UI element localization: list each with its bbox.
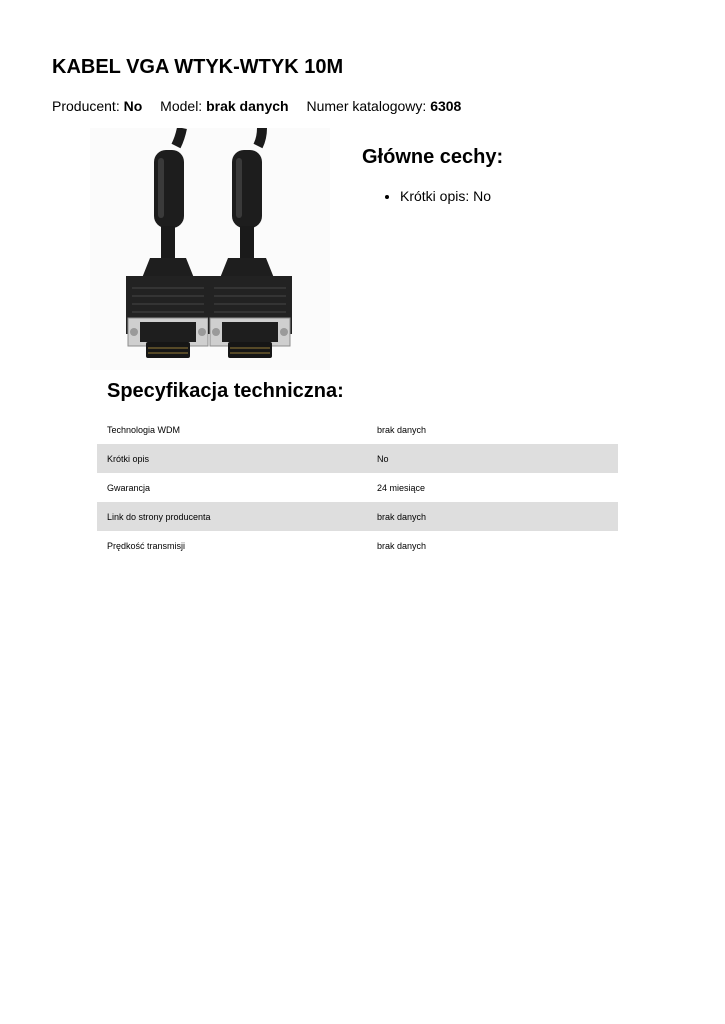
specification-table bbox=[97, 415, 618, 560]
spec-name: Link do strony producenta bbox=[97, 502, 367, 531]
spec-value: brak danych bbox=[377, 424, 427, 435]
table-row bbox=[97, 473, 618, 502]
spec-value: brak danych bbox=[377, 540, 427, 551]
spec-value: No bbox=[367, 444, 618, 473]
spec-name: Gwarancja bbox=[107, 482, 151, 493]
feature-item: • Krótki opis: No bbox=[400, 188, 491, 204]
producer-label: Producent: bbox=[52, 98, 120, 114]
spec-value: brak danych bbox=[367, 502, 618, 531]
table-row bbox=[97, 531, 618, 560]
producer-info bbox=[52, 98, 146, 114]
catalog-number-info bbox=[306, 98, 461, 114]
table-row bbox=[97, 444, 618, 473]
catalog-number-label: Numer katalogowy: bbox=[306, 98, 427, 114]
table-row bbox=[97, 415, 618, 444]
model-info bbox=[160, 98, 292, 114]
spec-name: Prędkość transmisji bbox=[107, 540, 186, 551]
product-image bbox=[90, 128, 330, 370]
producer-value: No bbox=[123, 98, 143, 114]
catalog-number-value: 6308 bbox=[430, 98, 462, 114]
main-features-list bbox=[384, 188, 491, 204]
model-label: Model: bbox=[160, 98, 203, 114]
model-value: brak danych bbox=[206, 98, 289, 114]
vga-cable-illustration bbox=[90, 128, 330, 370]
main-features-heading: Główne cechy: bbox=[362, 146, 504, 168]
specification-heading: Specyfikacja techniczna: bbox=[107, 380, 344, 402]
page-title: KABEL VGA WTYK-WTYK 10M bbox=[52, 56, 344, 78]
product-meta bbox=[52, 98, 475, 114]
spec-value: 24 miesiące bbox=[377, 482, 426, 493]
table-row bbox=[97, 502, 618, 531]
spec-name: Krótki opis bbox=[97, 444, 367, 473]
spec-name: Technologia WDM bbox=[107, 424, 181, 435]
